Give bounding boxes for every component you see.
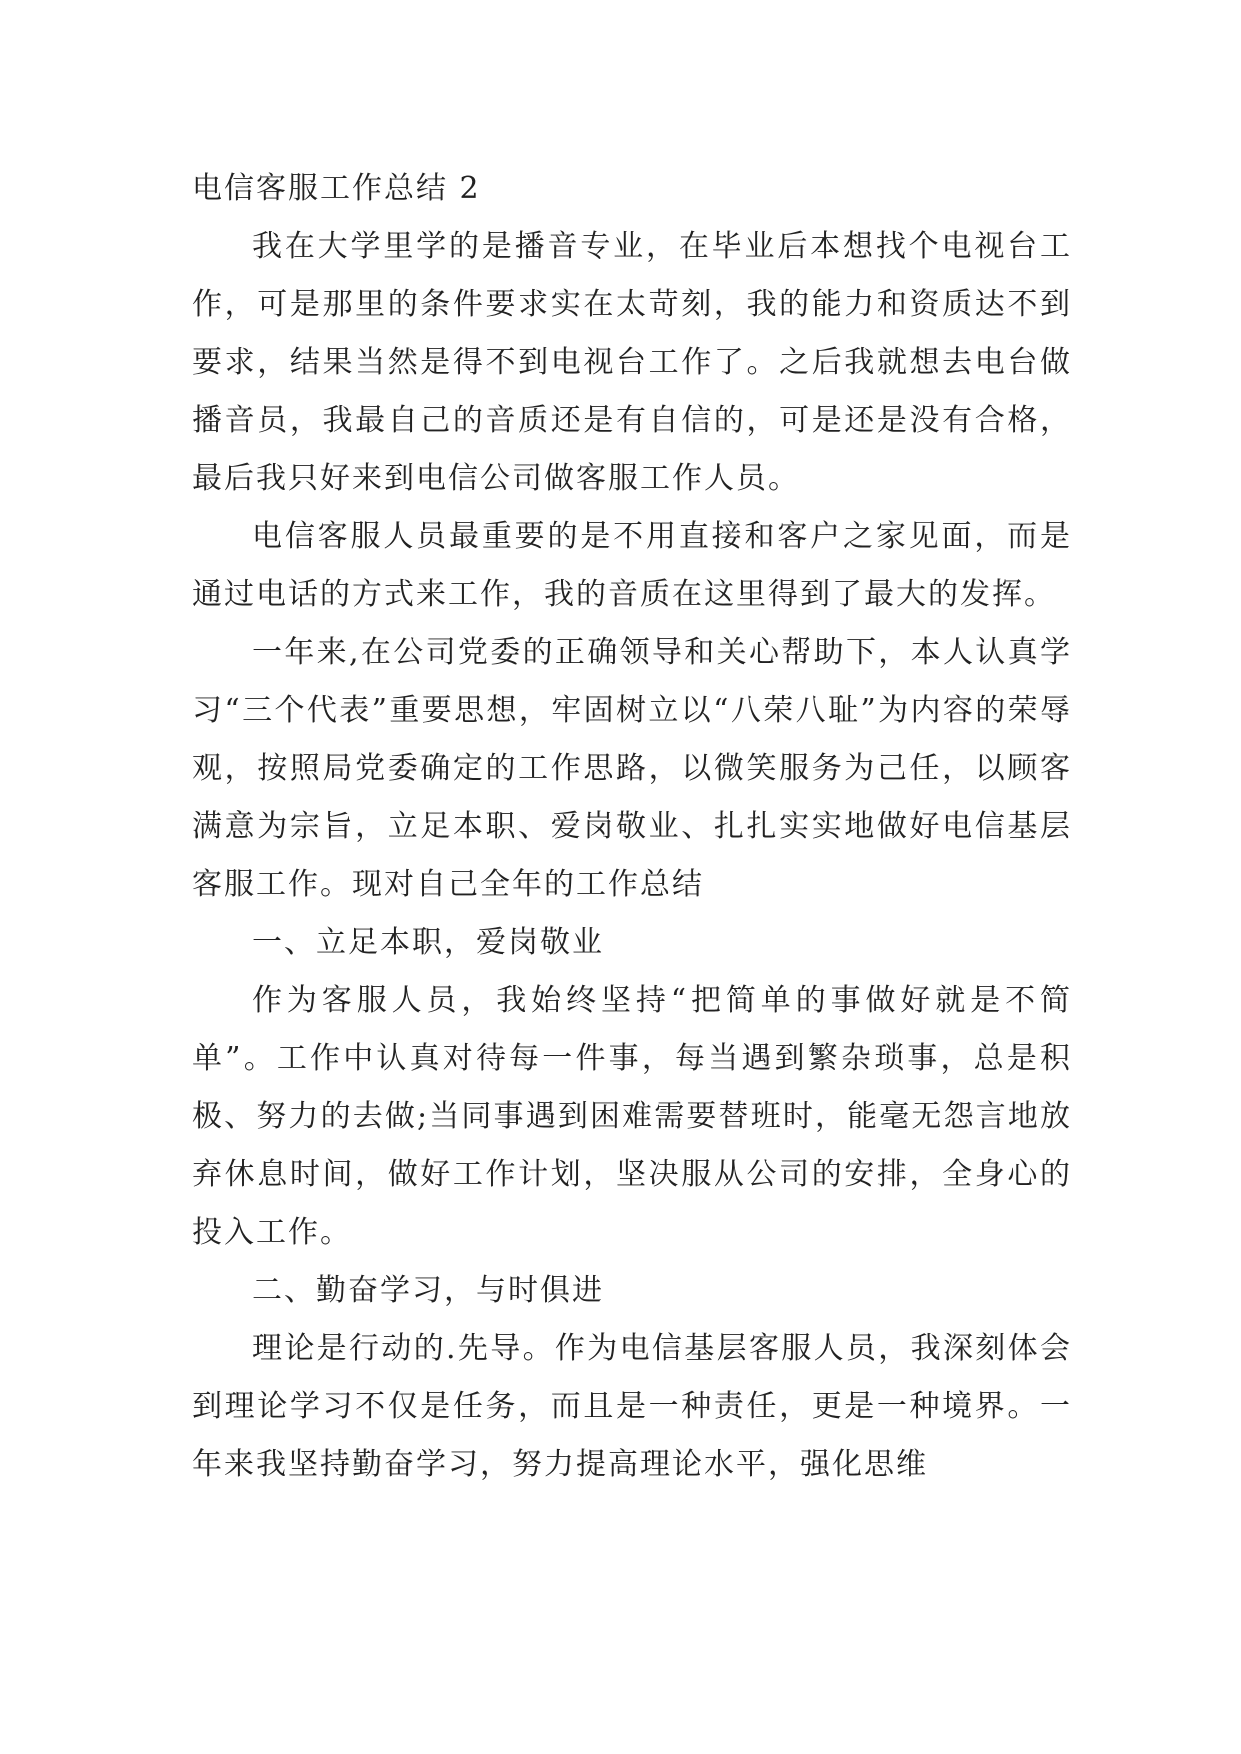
paragraph-intro: 我在大学里学的是播音专业，在毕业后本想找个电视台工作，可是那里的条件要求实在太苛刻，我的能力和资质达不到要求，结果当然是得不到电视台工作了。之后我就想去电台做播音员，我最自己的音质还是有自信的，可是还是没有合格，最后我只好来到电信公司做客服工作人员。 [192,229,1072,496]
section-heading-1: 一、立足本职，爱岗敬业 [252,925,604,960]
paragraph-section-1: 作为客服人员，我始终坚持“把简单的事做好就是不简单”。工作中认真对待每一件事，每当遇到繁杂琐事，总是积极、努力的去做;当同事遇到困难需要替班时，能毫无怨言地放弃休息时间，做好工作计划，坚决服从公司的安排，全身心的投入工作。 [192,983,1072,1250]
paragraph-section-2: 理论是行动的.先导。作为电信基层客服人员，我深刻体会到理论学习不仅是任务，而且是一种责任，更是一种境界。一年来我坚持勤奋学习，努力提高理论水平，强化思维 [192,1331,1072,1482]
paragraph-role: 电信客服人员最重要的是不用直接和客户之家见面，而是通过电话的方式来工作，我的音质在这里得到了最大的发挥。 [192,519,1072,612]
document-body [192,160,1072,1494]
section-heading-2: 二、勤奋学习，与时俱进 [252,1273,604,1308]
paragraph-year-summary: 一年来,在公司党委的正确领导和关心帮助下，本人认真学习“三个代表”重要思想，牢固树立以“八荣八耻”为内容的荣辱观，按照局党委确定的工作思路，以微笑服务为己任，以顾客满意为宗旨，立足本职、爱岗敬业、扎扎实实地做好电信基层客服工作。现对自己全年的工作总结 [192,635,1072,902]
document-title: 电信客服工作总结 2 [192,171,481,206]
